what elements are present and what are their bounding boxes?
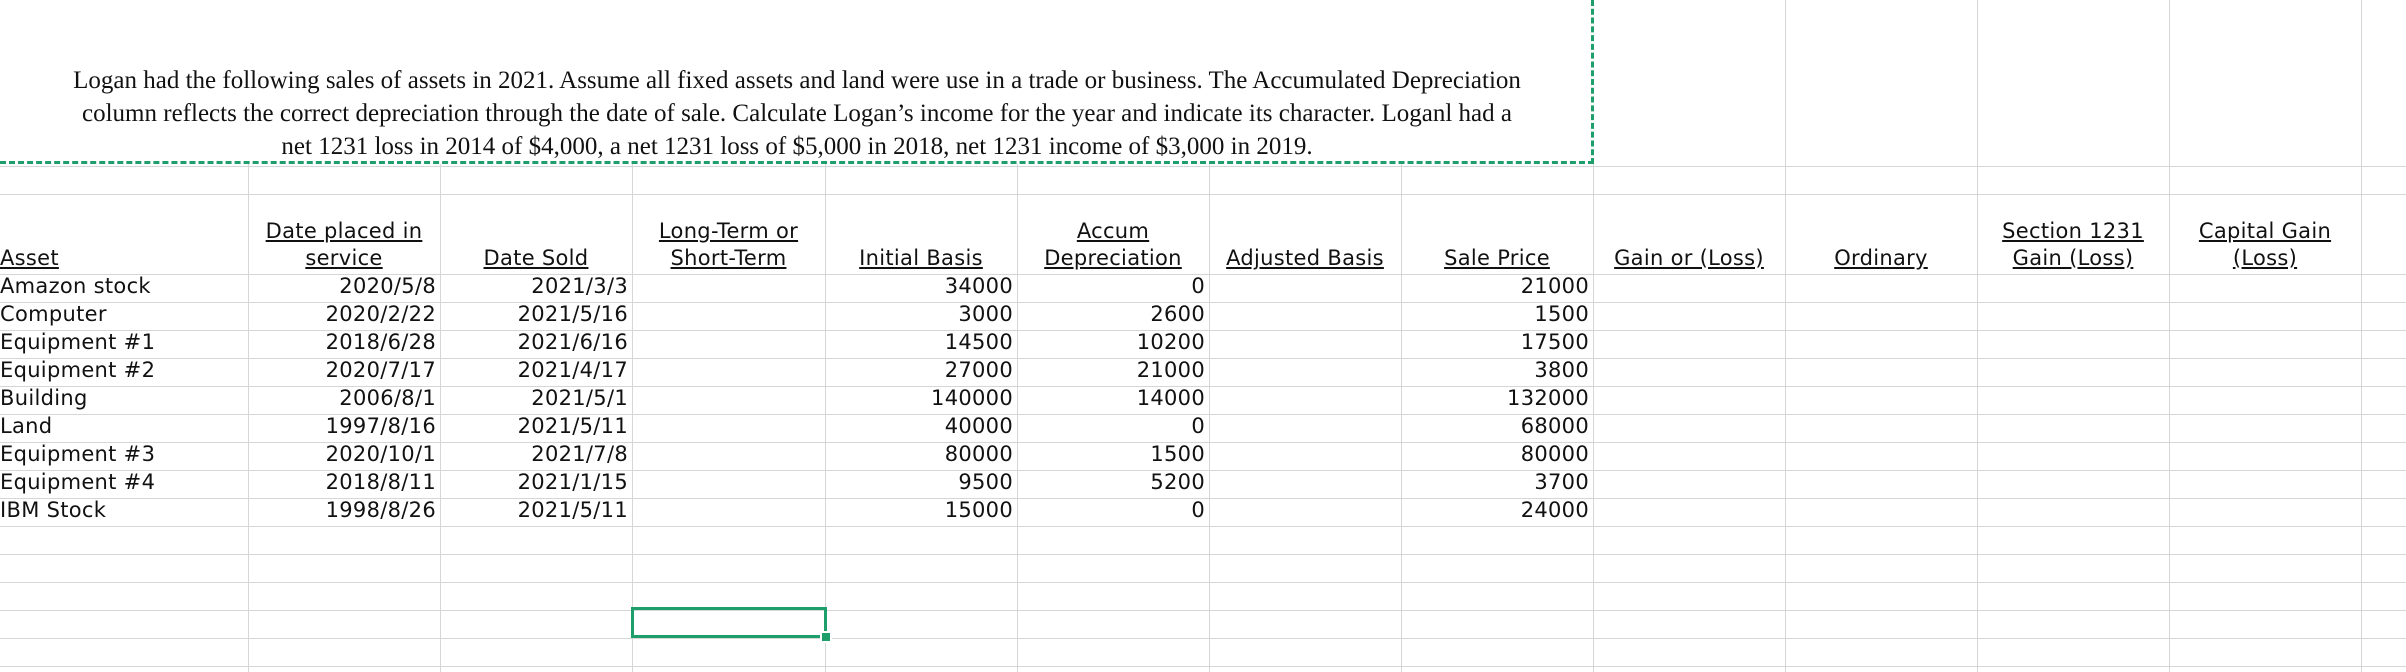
cell-date-placed[interactable]: 2020/7/17 <box>325 358 436 382</box>
cell-date-sold[interactable]: 2021/5/16 <box>517 302 628 326</box>
cell-date-sold[interactable]: 2021/6/16 <box>517 330 628 354</box>
header-section-1231[interactable] <box>1977 218 2169 272</box>
grid-row-line <box>0 554 2406 555</box>
cell-accum-depreciation[interactable]: 0 <box>1191 414 1205 438</box>
problem-line-2: column reflects the correct depreciation through the date of sale. Calculate Logan’s income for the year and indicate its character. Loganl had a <box>82 100 1512 127</box>
cell-accum-depreciation[interactable]: 5200 <box>1150 470 1205 494</box>
header-date-placed-line1: Date placed in <box>265 219 423 243</box>
cell-initial-basis[interactable]: 14500 <box>944 330 1013 354</box>
cell-asset[interactable]: Equipment #1 <box>0 330 156 354</box>
cell-date-placed[interactable]: 1998/8/26 <box>325 498 436 522</box>
fill-handle[interactable] <box>820 631 832 643</box>
cell-accum-depreciation[interactable]: 1500 <box>1150 442 1205 466</box>
cell-initial-basis[interactable]: 3000 <box>958 302 1013 326</box>
header-ordinary[interactable]: Ordinary <box>1834 246 1928 270</box>
active-cell-selection[interactable] <box>631 607 827 638</box>
cell-asset[interactable]: Equipment #4 <box>0 470 156 494</box>
cell-accum-depreciation[interactable]: 14000 <box>1136 386 1205 410</box>
cell-accum-depreciation[interactable]: 2600 <box>1150 302 1205 326</box>
cell-date-sold[interactable]: 2021/3/3 <box>531 274 628 298</box>
cell-accum-depreciation[interactable]: 0 <box>1191 498 1205 522</box>
cell-accum-depreciation[interactable]: 21000 <box>1136 358 1205 382</box>
grid-row-line <box>0 526 2406 527</box>
cell-asset[interactable]: Equipment #3 <box>0 442 156 466</box>
header-section-1231-line1: Section 1231 <box>2002 219 2144 243</box>
grid-col-line <box>2361 0 2362 672</box>
grid-col-line <box>1977 0 1978 672</box>
grid-col-line <box>2169 0 2170 672</box>
cell-sale-price[interactable]: 24000 <box>1520 498 1589 522</box>
cell-date-sold[interactable]: 2021/5/11 <box>517 414 628 438</box>
header-gain-loss[interactable]: Gain or (Loss) <box>1614 246 1764 270</box>
cell-initial-basis[interactable]: 140000 <box>931 386 1013 410</box>
cell-asset[interactable]: Building <box>0 386 88 410</box>
cell-sale-price[interactable]: 68000 <box>1520 414 1589 438</box>
grid-col-line <box>1785 0 1786 672</box>
problem-text-box[interactable] <box>0 0 1594 164</box>
problem-line-1: Logan had the following sales of assets in 2021. Assume all fixed assets and land were use in a trade or business. The Accumulated Depreciation <box>73 67 1521 94</box>
header-accum-line2: Depreciation <box>1044 246 1182 270</box>
header-capital-gain-line2: (Loss) <box>2232 246 2298 270</box>
cell-date-placed[interactable]: 2020/10/1 <box>325 442 436 466</box>
cell-date-placed[interactable]: 1997/8/16 <box>325 414 436 438</box>
header-accum-depreciation[interactable] <box>1017 218 1209 272</box>
grid-row-line <box>0 194 2406 195</box>
header-term-line2: Short-Term <box>670 246 787 270</box>
cell-date-placed[interactable]: 2018/6/28 <box>325 330 436 354</box>
header-date-sold[interactable]: Date Sold <box>483 246 589 270</box>
cell-date-placed[interactable]: 2006/8/1 <box>339 386 436 410</box>
problem-line-3: net 1231 loss in 2014 of $4,000, a net 1231 loss of $5,000 in 2018, net 1231 income of $3,000 in 2019. <box>281 133 1313 160</box>
grid-row-line <box>0 638 2406 639</box>
cell-initial-basis[interactable]: 9500 <box>958 470 1013 494</box>
header-term-line1: Long-Term or <box>658 219 799 243</box>
cell-accum-depreciation[interactable]: 10200 <box>1136 330 1205 354</box>
cell-date-sold[interactable]: 2021/7/8 <box>531 442 628 466</box>
cell-date-placed[interactable]: 2018/8/11 <box>325 470 436 494</box>
cell-date-placed[interactable]: 2020/2/22 <box>325 302 436 326</box>
cell-sale-price[interactable]: 80000 <box>1520 442 1589 466</box>
cell-sale-price[interactable]: 17500 <box>1520 330 1589 354</box>
cell-sale-price[interactable]: 132000 <box>1507 386 1589 410</box>
cell-sale-price[interactable]: 1500 <box>1534 302 1589 326</box>
cell-initial-basis[interactable]: 80000 <box>944 442 1013 466</box>
problem-text <box>0 64 1594 163</box>
header-section-1231-line2: Gain (Loss) <box>2012 246 2134 270</box>
header-date-placed[interactable] <box>248 218 440 272</box>
cell-asset[interactable]: IBM Stock <box>0 498 107 522</box>
cell-date-sold[interactable]: 2021/5/1 <box>531 386 628 410</box>
cell-sale-price[interactable]: 3800 <box>1534 358 1589 382</box>
cell-initial-basis[interactable]: 15000 <box>944 498 1013 522</box>
header-accum-line1: Accum <box>1076 219 1150 243</box>
grid-row-line <box>0 582 2406 583</box>
cell-asset[interactable]: Computer <box>0 302 107 326</box>
header-date-placed-line2: service <box>305 246 383 270</box>
cell-sale-price[interactable]: 21000 <box>1520 274 1589 298</box>
cell-initial-basis[interactable]: 27000 <box>944 358 1013 382</box>
cell-asset[interactable]: Land <box>0 414 53 438</box>
cell-initial-basis[interactable]: 40000 <box>944 414 1013 438</box>
header-capital-gain-line1: Capital Gain <box>2198 219 2332 243</box>
header-sale-price[interactable]: Sale Price <box>1444 246 1550 270</box>
header-initial-basis[interactable]: Initial Basis <box>859 246 983 270</box>
grid-row-line <box>0 610 2406 611</box>
cell-initial-basis[interactable]: 34000 <box>944 274 1013 298</box>
cell-asset[interactable]: Amazon stock <box>0 274 151 298</box>
cell-sale-price[interactable]: 3700 <box>1534 470 1589 494</box>
cell-asset[interactable]: Equipment #2 <box>0 358 156 382</box>
cell-accum-depreciation[interactable]: 0 <box>1191 274 1205 298</box>
cell-date-sold[interactable]: 2021/4/17 <box>517 358 628 382</box>
header-capital-gain[interactable] <box>2169 218 2361 272</box>
header-term[interactable] <box>632 218 825 272</box>
cell-date-sold[interactable]: 2021/1/15 <box>517 470 628 494</box>
cell-date-sold[interactable]: 2021/5/11 <box>517 498 628 522</box>
grid-row-line <box>0 666 2406 667</box>
header-adjusted-basis[interactable]: Adjusted Basis <box>1226 246 1384 270</box>
cell-date-placed[interactable]: 2020/5/8 <box>339 274 436 298</box>
header-asset[interactable]: Asset <box>0 246 59 270</box>
grid-row-line <box>0 166 2406 167</box>
